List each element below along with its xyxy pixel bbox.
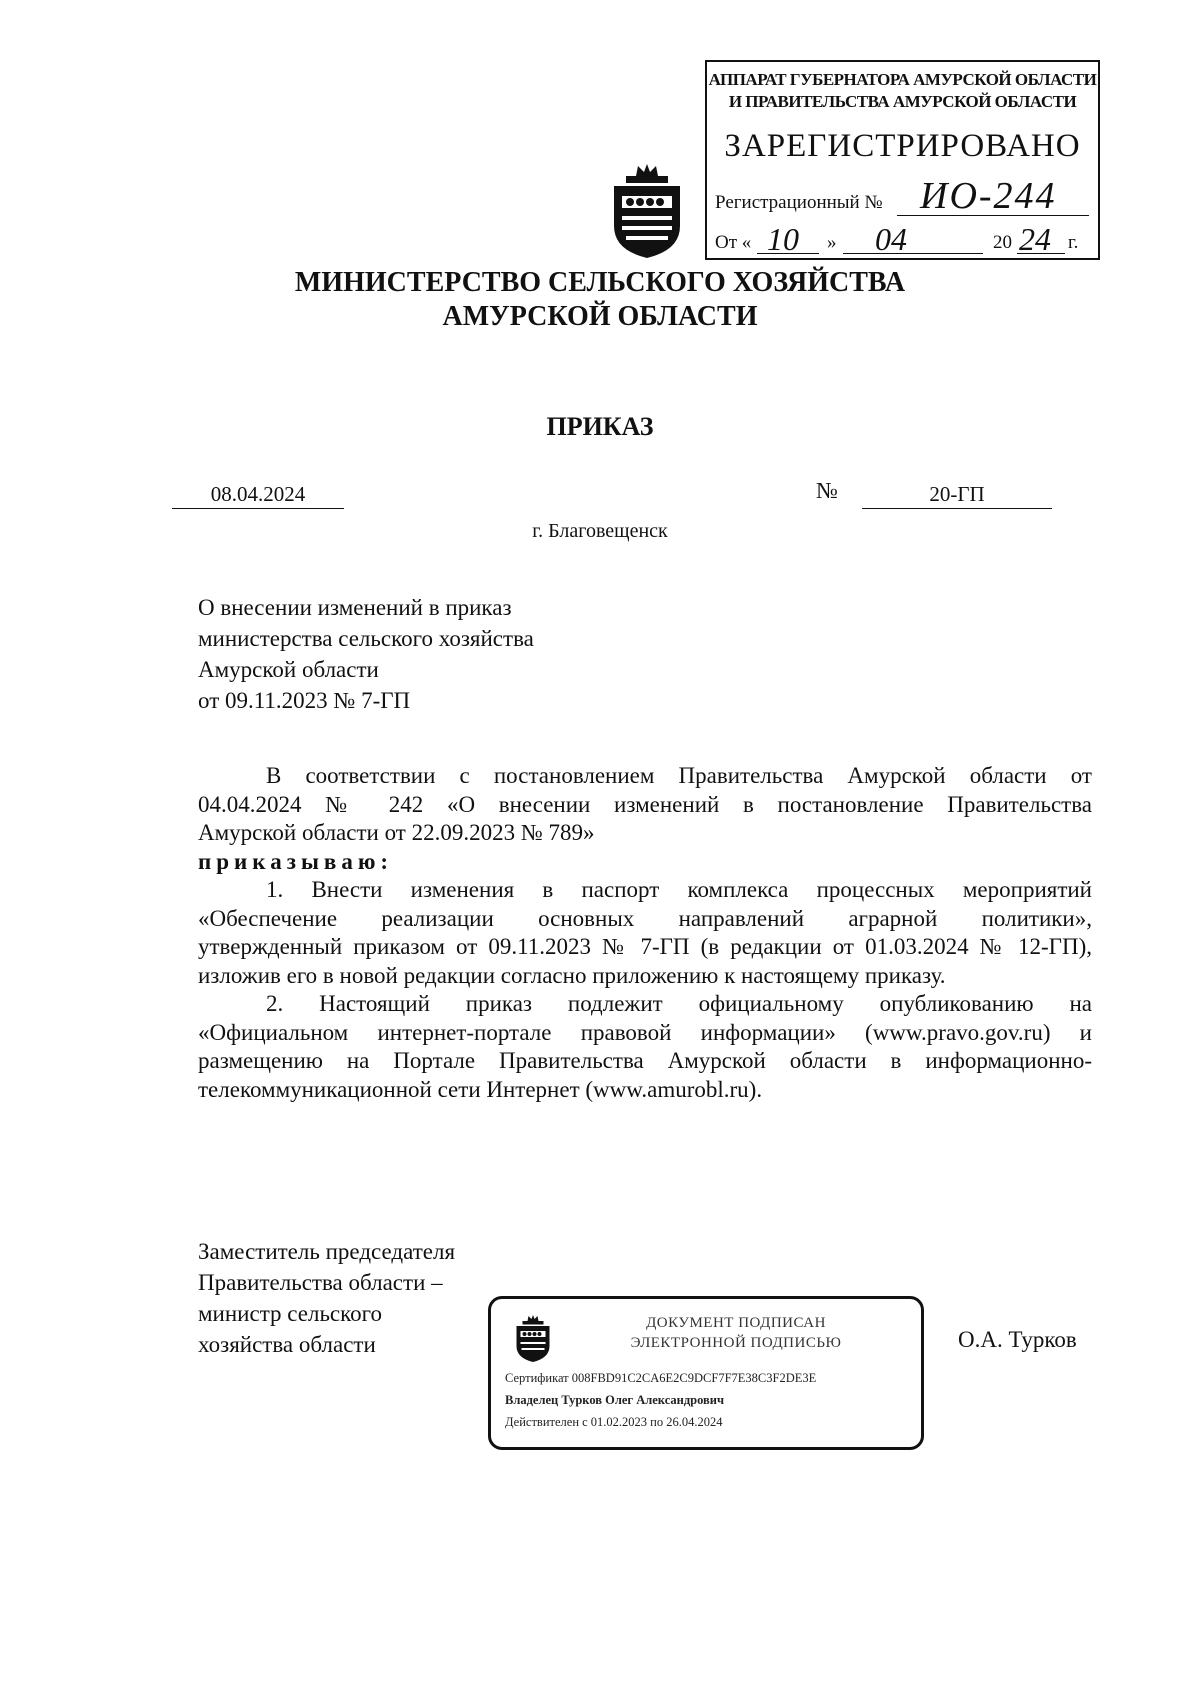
stamp-org-line2: И ПРАВИТЕЛЬСТВА АМУРСКОЙ ОБЛАСТИ bbox=[728, 92, 1077, 111]
esig-heading-line1: ДОКУМЕНТ ПОДПИСАН bbox=[646, 1315, 826, 1331]
order-number-underline bbox=[862, 508, 1052, 509]
item1-line: изложив его в новой редакции согласно приложению к настоящему приказу. bbox=[198, 962, 946, 988]
item2-line: телекоммуникационной сети Интернет (www.amurobl.ru). bbox=[198, 1076, 763, 1102]
stamp-date-prefix: От « bbox=[715, 232, 752, 253]
signer-position-line: хозяйства области bbox=[198, 1332, 376, 1357]
order-date-underline bbox=[172, 508, 344, 509]
ministry-name-line1: МИНИСТЕРСТВО СЕЛЬСКОГО ХОЗЯЙСТВА bbox=[294, 267, 906, 298]
esig-certificate: Сертификат 008FBD91C2CA6E2C9DCF7F7E38C3F2DE3E bbox=[505, 1371, 817, 1385]
stamp-date-quote: » bbox=[827, 232, 837, 253]
subject-line: Амурской области bbox=[198, 657, 379, 682]
ministry-name bbox=[0, 266, 1200, 334]
stamp-number-row bbox=[715, 175, 1095, 220]
preamble-line: В соответствии с постановлением Правительства Амурской области от bbox=[266, 763, 1092, 788]
coat-of-arms-icon bbox=[513, 1313, 553, 1363]
stamp-org-line1: АППАРАТ ГУБЕРНАТОРА АМУРСКОЙ ОБЛАСТИ bbox=[708, 70, 1097, 89]
esig-owner: Владелец Турков Олег Александрович bbox=[505, 1393, 725, 1407]
esig-validity: Действителен с 01.02.2023 по 26.04.2024 bbox=[505, 1415, 723, 1429]
order-number-sign: № bbox=[816, 478, 838, 503]
stamp-number-label: Регистрационный № bbox=[715, 192, 883, 213]
stamp-title: ЗАРЕГИСТРИРОВАНО bbox=[724, 128, 1081, 164]
preamble-line: 04.04.2024 № 242 «О внесении изменений в постановление Правительства bbox=[198, 791, 1092, 817]
order-subject bbox=[198, 592, 534, 716]
stamp-number-value: ИО-244 bbox=[920, 175, 1057, 217]
signer-position-line: Правительства области – bbox=[198, 1270, 443, 1295]
item1-line: утвержденный приказом от 09.11.2023 № 7-ГП (в редакции от 01.03.2024 № 12-ГП), bbox=[198, 934, 1092, 959]
subject-line: от 09.11.2023 № 7-ГП bbox=[198, 688, 411, 713]
order-number: 20-ГП bbox=[929, 482, 985, 506]
stamp-date-day: 10 bbox=[767, 221, 799, 257]
order-word: приказываю: bbox=[198, 848, 394, 874]
ministry-name-line2: АМУРСКОЙ ОБЛАСТИ bbox=[442, 301, 758, 332]
item2-line: 2. Настоящий приказ подлежит официальному опубликованию на bbox=[266, 991, 1092, 1016]
stamp-date-row bbox=[715, 221, 1095, 258]
item1-line: 1. Внести изменения в паспорт комплекса процессных мероприятий bbox=[266, 877, 1092, 902]
electronic-signature-stamp bbox=[488, 1296, 924, 1450]
subject-line: министерства сельского хозяйства bbox=[198, 626, 534, 651]
signer-position-line: Заместитель председателя bbox=[198, 1239, 456, 1264]
order-date: 08.04.2024 bbox=[210, 482, 306, 506]
document-type: ПРИКАЗ bbox=[546, 412, 654, 441]
subject-line: О внесении изменений в приказ bbox=[198, 595, 512, 620]
coat-of-arms-icon bbox=[608, 160, 686, 260]
signer-position bbox=[198, 1236, 455, 1360]
order-body bbox=[198, 762, 1092, 1104]
preamble-line: Амурской области от 22.09.2023 № 789» bbox=[198, 820, 595, 845]
esig-heading-line2: ЭЛЕКТРОННОЙ ПОДПИСЬЮ bbox=[630, 1335, 842, 1351]
stamp-year-suffix: 24 bbox=[1019, 221, 1051, 257]
item2-line: размещению на Портале Правительства Амурской области в информационно- bbox=[198, 1048, 1092, 1073]
order-city: г. Благовещенск bbox=[532, 520, 668, 542]
signer-position-line: министр сельского bbox=[198, 1301, 383, 1326]
stamp-date-month: 04 bbox=[875, 221, 907, 257]
stamp-year-prefix: 20 bbox=[993, 232, 1012, 253]
stamp-year-end: г. bbox=[1068, 232, 1079, 253]
signer-name: О.А. Турков bbox=[958, 1327, 1077, 1352]
registration-stamp bbox=[705, 60, 1100, 260]
item1-line: «Обеспечение реализации основных направлений аграрной политики», bbox=[198, 905, 1092, 931]
item2-line: «Официальном интернет-портале правовой информации» (www.pravo.gov.ru) и bbox=[198, 1019, 1092, 1045]
stamp-month-underline bbox=[843, 253, 983, 254]
